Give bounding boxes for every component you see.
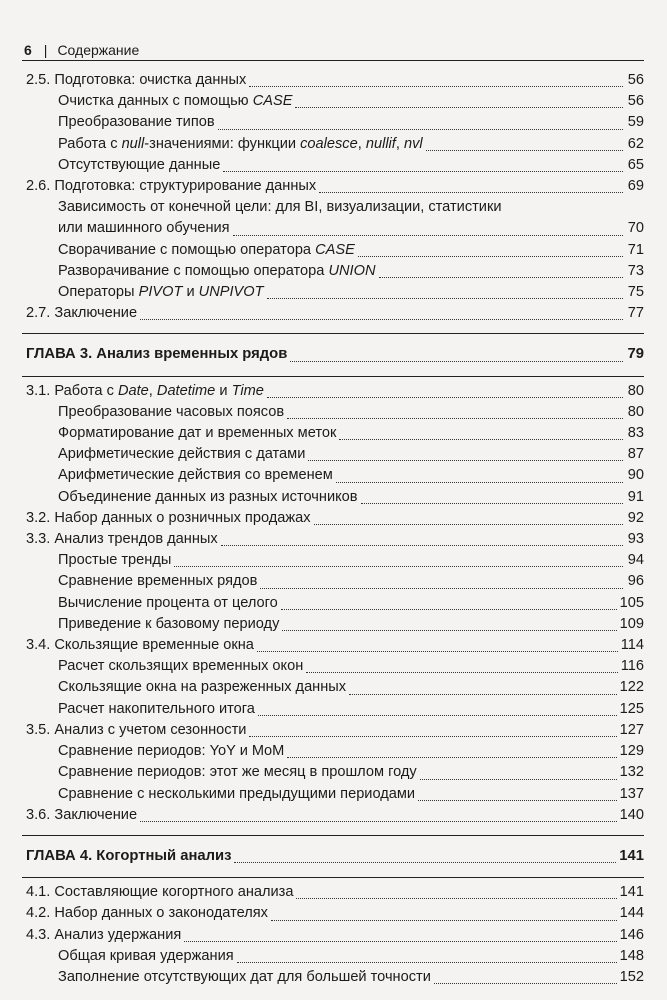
toc-entry-title: Сравнение с несколькими предыдущими периодами	[58, 785, 416, 802]
toc-page-number: 80	[627, 403, 644, 420]
toc-page-number: 152	[619, 968, 644, 985]
toc-entry[interactable]	[58, 112, 644, 133]
dot-leader	[349, 678, 617, 695]
toc-page-number: 80	[627, 382, 644, 399]
toc-page-number: 91	[627, 488, 644, 505]
toc-entry-title: Операторы PIVOT и UNPIVOT	[58, 284, 264, 301]
toc-entry[interactable]	[58, 282, 644, 303]
toc-page-number: 125	[619, 700, 644, 717]
toc-entry-title: 2.6. Подготовка: структурирование данных	[26, 178, 317, 195]
toc-page-number: 70	[627, 220, 644, 237]
toc-entry[interactable]	[58, 967, 644, 988]
dot-leader	[308, 444, 623, 461]
toc-entry[interactable]	[58, 699, 644, 720]
toc-entry[interactable]	[58, 741, 644, 762]
toc-page-number: 96	[627, 573, 644, 590]
header-title: Содержание	[57, 42, 140, 58]
toc-entry[interactable]	[26, 508, 644, 529]
dot-leader	[379, 261, 624, 278]
dot-leader	[296, 882, 616, 899]
toc-page-number: 56	[627, 72, 644, 88]
dot-leader	[267, 381, 623, 398]
table-of-contents	[22, 70, 644, 988]
toc-entry[interactable]	[26, 381, 644, 402]
section-divider	[22, 333, 644, 334]
dot-leader	[426, 134, 623, 151]
toc-page-number: 129	[619, 743, 644, 760]
toc-page-number: 140	[619, 806, 644, 823]
toc-entry[interactable]	[58, 465, 644, 486]
toc-page-number: 93	[627, 531, 644, 548]
section-divider	[22, 376, 644, 377]
toc-page-number: 109	[619, 615, 644, 632]
toc-entry-title: 3.2. Набор данных о розничных продажах	[26, 509, 311, 526]
toc-page-number: 77	[627, 305, 644, 322]
dot-leader	[281, 593, 617, 610]
toc-entry-title: Очистка данных с помощью CASE	[58, 93, 293, 110]
toc-entry-title: Вычисление процента от целого	[58, 594, 278, 611]
toc-page-number: 94	[627, 552, 644, 569]
toc-entry[interactable]	[58, 91, 644, 112]
dot-leader	[306, 656, 617, 673]
toc-entry-title: 3.5. Анализ с учетом сезонности	[26, 721, 247, 738]
dot-leader	[290, 345, 623, 362]
toc-entry-title: 4.1. Составляющие когортного анализа	[26, 884, 294, 901]
dot-leader	[267, 282, 623, 299]
toc-entry[interactable]	[26, 176, 644, 197]
toc-page-number: 65	[627, 156, 644, 173]
toc-entry[interactable]	[58, 155, 644, 176]
running-header	[22, 38, 644, 61]
dot-leader	[223, 155, 623, 172]
toc-entry[interactable]	[58, 762, 644, 783]
toc-entry-title: Скользящие окна на разреженных данных	[58, 679, 347, 696]
dot-leader	[258, 699, 617, 716]
dot-leader	[339, 423, 623, 440]
toc-entry[interactable]	[26, 70, 644, 91]
toc-entry-title: 3.1. Работа с Date, Datetime и Time	[26, 382, 264, 399]
toc-page-number: 83	[627, 425, 644, 442]
dot-leader	[249, 720, 616, 737]
toc-entry[interactable]	[26, 882, 644, 903]
dot-leader	[260, 572, 623, 589]
toc-page-number: 87	[627, 446, 644, 463]
toc-entry-title: Преобразование часовых поясов	[58, 403, 285, 420]
toc-entry[interactable]	[26, 925, 644, 946]
toc-entry[interactable]	[58, 593, 644, 614]
toc-page-number: 141	[619, 884, 644, 901]
toc-entry-title: Расчет скользящих временных окон	[58, 658, 304, 675]
dot-leader	[287, 402, 623, 419]
toc-page-number: 92	[627, 509, 644, 526]
toc-page-number: 116	[620, 658, 644, 675]
section-divider	[22, 835, 644, 836]
toc-entry-title: Общая кривая удержания	[58, 947, 234, 964]
toc-page-number: 141	[619, 847, 644, 864]
toc-page-number: 75	[627, 284, 644, 301]
dot-leader	[358, 240, 623, 257]
header-separator: |	[43, 42, 48, 58]
dot-leader	[287, 741, 616, 758]
toc-page-number: 56	[627, 93, 644, 110]
toc-entry-title: Простые тренды	[58, 552, 172, 569]
toc-entry[interactable]	[58, 197, 644, 239]
dot-leader	[361, 487, 623, 504]
toc-entry[interactable]	[58, 487, 644, 508]
dot-leader	[233, 219, 623, 236]
toc-page-number: 127	[619, 721, 644, 738]
dot-leader	[249, 70, 623, 87]
toc-page-number: 105	[619, 594, 644, 611]
page-number: 6	[24, 42, 32, 58]
toc-entry-title: 3.6. Заключение	[26, 806, 138, 823]
toc-chapter-heading[interactable]	[26, 846, 644, 867]
toc-page-number: 114	[620, 637, 644, 654]
toc-entry[interactable]	[58, 784, 644, 805]
dot-leader	[221, 529, 623, 546]
dot-leader	[319, 176, 623, 193]
toc-entry-title: Отсутствующие данные	[58, 156, 221, 173]
dot-leader	[434, 967, 617, 984]
toc-entry[interactable]	[58, 134, 644, 155]
toc-page-number: 146	[619, 926, 644, 943]
toc-entry-title: 3.4. Скользящие временные окна	[26, 637, 254, 654]
toc-entry[interactable]	[58, 550, 644, 571]
toc-entry[interactable]	[26, 720, 644, 741]
toc-entry-title: Разворачивание с помощью оператора UNION	[58, 262, 376, 279]
toc-page-number: 69	[627, 178, 644, 195]
toc-entry[interactable]	[58, 444, 644, 465]
toc-page-number: 144	[619, 905, 644, 922]
toc-entry[interactable]	[58, 946, 644, 967]
dot-leader	[336, 466, 623, 483]
toc-entry[interactable]	[26, 303, 644, 324]
dot-leader	[234, 846, 616, 863]
toc-entry[interactable]	[58, 240, 644, 261]
toc-entry[interactable]	[58, 261, 644, 282]
toc-entry[interactable]	[26, 529, 644, 550]
dot-leader	[295, 91, 623, 108]
toc-entry-title: 3.3. Анализ трендов данных	[26, 531, 218, 548]
toc-entry[interactable]	[58, 656, 644, 677]
toc-entry[interactable]	[58, 423, 644, 444]
toc-entry-title: 4.3. Анализ удержания	[26, 926, 182, 943]
toc-entry-title: 2.7. Заключение	[26, 305, 138, 322]
toc-entry-title: 2.5. Подготовка: очистка данных	[26, 72, 247, 88]
toc-page-number: 137	[619, 785, 644, 802]
toc-entry-title: Сворачивание с помощью оператора CASE	[58, 241, 355, 258]
toc-entry-title: Заполнение отсутствующих дат для большей точности	[58, 968, 431, 985]
toc-page-number: 122	[619, 679, 644, 696]
toc-entry-title: Работа с null-значениями: функции coalesce, nullif, nvl	[58, 135, 423, 152]
toc-page-number: 132	[619, 764, 644, 781]
toc-entry-title: Приведение к базовому периоду	[58, 615, 280, 632]
toc-entry-title: Расчет накопительного итога	[58, 700, 255, 717]
toc-entry[interactable]	[26, 903, 644, 924]
toc-entry[interactable]	[58, 402, 644, 423]
toc-chapter-heading[interactable]	[26, 344, 644, 365]
toc-entry-title: Арифметические действия со временем	[58, 467, 333, 484]
dot-leader	[237, 946, 617, 963]
toc-page-number: 62	[627, 135, 644, 152]
dot-leader	[174, 550, 623, 567]
dot-leader	[140, 805, 617, 822]
toc-page-number: 59	[627, 114, 644, 131]
dot-leader	[257, 635, 618, 652]
toc-page-number: 90	[627, 467, 644, 484]
toc-entry[interactable]	[26, 805, 644, 826]
toc-entry[interactable]	[58, 614, 644, 635]
toc-entry-title: Арифметические действия с датами	[58, 446, 306, 463]
section-divider	[22, 877, 644, 878]
dot-leader	[218, 113, 623, 130]
toc-entry-title: Преобразование типов	[58, 114, 215, 131]
chapter-title: ГЛАВА 3. Анализ временных рядов	[26, 346, 288, 363]
toc-entry-title: Сравнение временных рядов	[58, 573, 258, 590]
toc-entry[interactable]	[58, 571, 644, 592]
toc-entry-title: Форматирование дат и временных меток	[58, 425, 337, 442]
dot-leader	[271, 904, 617, 921]
toc-entry-title-cont: или машинного обучения	[58, 220, 230, 237]
dot-leader	[140, 303, 623, 320]
toc-entry[interactable]	[58, 677, 644, 698]
dot-leader	[420, 763, 617, 780]
toc-entry-title: Сравнение периодов: YoY и MoM	[58, 743, 285, 760]
dot-leader	[418, 784, 617, 801]
toc-page-number: 71	[627, 241, 644, 258]
dot-leader	[184, 925, 616, 942]
toc-entry-title: Объединение данных из разных источников	[58, 488, 358, 505]
toc-entry[interactable]	[26, 635, 644, 656]
toc-page-number: 79	[627, 346, 644, 363]
toc-entry-title: Сравнение периодов: этот же месяц в прошлом году	[58, 764, 417, 781]
toc-entry-title: 4.2. Набор данных о законодателях	[26, 905, 268, 922]
dot-leader	[282, 614, 616, 631]
toc-page-number: 73	[627, 262, 644, 279]
chapter-title: ГЛАВА 4. Когортный анализ	[26, 847, 232, 864]
toc-entry-title: Зависимость от конечной цели: для BI, визуализации, статистики	[58, 199, 502, 216]
toc-page-number: 148	[619, 947, 644, 964]
dot-leader	[314, 508, 623, 525]
